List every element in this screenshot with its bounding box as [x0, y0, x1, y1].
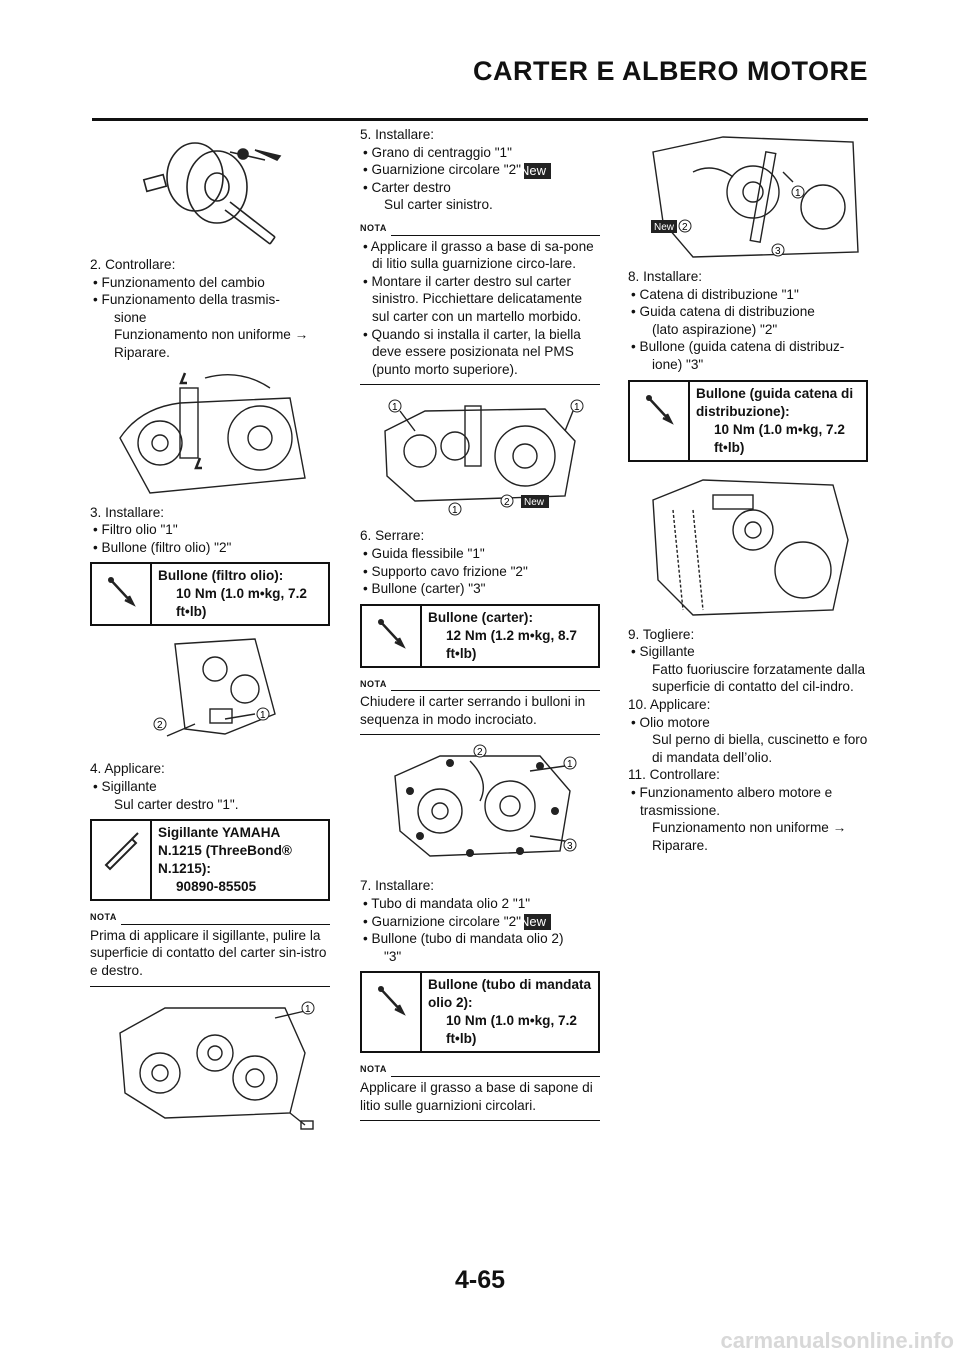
timing-chain-install-illustration [633, 132, 863, 262]
torque-box-oil-pipe-bolt [360, 971, 600, 1053]
torque-box-value-1: 10 Nm (1.0 m•kg, 7.2 [176, 586, 307, 602]
new-badge: New [524, 914, 551, 930]
column-1 [90, 126, 330, 1139]
torque-box-title-2: distribuzione): [696, 403, 790, 419]
torque-box-chain-guide-bolt [628, 380, 868, 462]
sealant-box-value: 90890-85505 [176, 879, 257, 895]
callout-3: 3 [775, 246, 781, 257]
step-8-bullet-3: • Bullone (guida catena di distribuz- [631, 339, 845, 355]
column-3 [628, 126, 868, 854]
new-badge: New [524, 497, 545, 509]
step-8-cont-1: (lato aspirazione) "2" [652, 321, 778, 337]
nota-label: NOTA [90, 912, 117, 923]
sealant-box [90, 819, 330, 901]
torque-wrench-icon [362, 973, 422, 1051]
torque-box-value-2: ft•lb) [446, 645, 477, 661]
callout-1: 1 [795, 188, 801, 199]
watermark: carmanualsonline.info [720, 1328, 954, 1353]
nota-right-crankcase [360, 220, 600, 385]
step-10-bullet-1: • Olio motore [631, 714, 710, 730]
oil-filter-illustration [135, 634, 285, 754]
sealant-box-line-2: N.1215 (ThreeBond® [158, 843, 292, 859]
torque-wrench-icon [630, 382, 690, 460]
torque-box-value-1: 10 Nm (1.0 m•kg, 7.2 [446, 1013, 577, 1029]
step-9-title: 9. Togliere: [628, 626, 695, 642]
torque-box-title-2: olio 2): [428, 995, 473, 1011]
callout-2: 2 [682, 222, 688, 233]
callout-1: 1 [392, 402, 398, 414]
callout-1: 1 [260, 710, 266, 722]
step-6-bullet-2: • Supporto cavo frizione "2" [363, 563, 528, 579]
nota-tightening [360, 676, 600, 736]
step-7-bullet-1: • Tubo di mandata olio 2 "1" [363, 896, 531, 912]
torque-box-value-2: ft•lb) [446, 1031, 477, 1047]
torque-box-value-2: ft•lb) [176, 604, 207, 620]
step-3-bullet-2: • Bullone (filtro olio) "2" [93, 539, 232, 555]
step-10-title: 10. Applicare: [628, 696, 711, 712]
new-badge: New [654, 222, 675, 233]
page-number: 4-65 [454, 1266, 506, 1294]
bolt-sequence-illustration [380, 741, 580, 871]
nota-item-1: • Applicare il grasso a base di sa-pone di litio sulla guarnizione circo-lare. [363, 238, 594, 272]
nota-oring-grease [360, 1061, 600, 1121]
crankcase-assembly-illustration [375, 391, 585, 521]
crankshaft-illustration [135, 132, 285, 250]
step-3-title: 3. Installare: [90, 504, 165, 520]
callout-1: 1 [305, 1003, 311, 1015]
callout-1: 1 [567, 759, 573, 771]
step-2-bullet-1: • Funzionamento del cambio [93, 274, 265, 290]
step-4-cont-1: Sul carter destro "1". [114, 796, 239, 812]
step-7-cont-1: "3" [384, 948, 402, 964]
header-rule [92, 118, 868, 121]
torque-box-value-2: ft•lb) [714, 439, 745, 455]
nota-item-2: • Montare il carter destro sul carter sinistro. Picchiettare delicatamente sul carter con un martello morbido. [363, 273, 583, 324]
nota-label: NOTA [360, 222, 387, 233]
nota-label: NOTA [360, 678, 387, 689]
step-5-cont-1: Sul carter sinistro. [384, 197, 493, 213]
step-11-cont-1: Funzionamento non uniforme → [652, 820, 847, 836]
step-6-bullet-3: • Bullone (carter) "3" [363, 581, 486, 597]
nota-text: Prima di applicare il sigillante, pulire la superficie di contatto del carter sin-istro e destro. [90, 927, 327, 978]
step-9-bullet-1: • Sigillante [631, 644, 695, 660]
step-6-title: 6. Serrare: [360, 528, 425, 544]
step-10-cont-1: Sul perno di biella, cuscinetto e foro di mandata dell’olio. [652, 732, 868, 765]
step-11-cont-2: Riparare. [652, 837, 708, 853]
torque-wrench-icon [92, 564, 152, 624]
step-5-bullet-3: • Carter destro [363, 179, 451, 195]
new-badge: New [524, 163, 551, 179]
step-4-bullet-1: • Sigillante [93, 778, 157, 794]
step-8-cont-2: ione) "3" [652, 356, 704, 372]
step-8-title: 8. Installare: [628, 269, 703, 284]
callout-2: 2 [504, 497, 510, 509]
torque-box-crankcase-bolt [360, 604, 600, 668]
step-4-title: 4. Applicare: [90, 761, 165, 777]
callout-2: 2 [477, 747, 483, 759]
nota-item-3: • Quando si installa il carter, la biella deve essere posizionata nel PMS (punto morto superiore). [363, 326, 581, 377]
nota-label: NOTA [360, 1064, 387, 1075]
step-7-bullet-2: • Guarnizione circolare "2"New [360, 913, 600, 931]
sealant-box-line-3: N.1215): [158, 861, 211, 877]
step-2-title: 2. Controllare: [90, 257, 176, 272]
step-6-bullet-1: • Guida flessibile "1" [363, 545, 485, 561]
step-2-bullet-2: • Funzionamento della trasmis- [93, 292, 280, 308]
step-2-cont-2: Funzionamento non uniforme → [114, 327, 309, 343]
timing-chain-illustration [643, 470, 853, 620]
torque-box-title-1: Bullone (tubo di mandata [428, 977, 592, 993]
step-11-bullet-1: • Funzionamento albero motore e trasmissione. [631, 784, 833, 818]
step-11-title: 11. Controllare: [628, 767, 720, 783]
step-7-title: 7. Installare: [360, 878, 435, 894]
step-8-bullet-1: • Catena di distribuzione "1" [631, 286, 799, 302]
torque-box-title: Bullone (carter): [428, 609, 533, 625]
torque-box-title-1: Bullone (guida catena di [696, 385, 854, 401]
transmission-check-illustration [110, 368, 310, 498]
step-9-cont-1: Fatto fuoriuscire forzatamente dalla superficie di contatto del cil-indro. [652, 661, 866, 695]
step-2-cont-3: Riparare. [114, 344, 170, 360]
step-3-bullet-1: • Filtro olio "1" [93, 522, 178, 538]
torque-wrench-icon [362, 606, 422, 666]
nota-text: Applicare il grasso a base di sapone di litio sulle guarnizioni circolari. [360, 1080, 593, 1113]
callout-2: 2 [157, 720, 163, 732]
callout-3: 3 [567, 841, 573, 853]
step-5-title: 5. Installare: [360, 127, 435, 142]
sealant-box-line-1: Sigillante YAMAHA [158, 825, 281, 841]
crankcase-sealant-illustration [105, 993, 315, 1133]
column-2 [360, 126, 600, 1121]
step-7-bullet-3: • Bullone (tubo di mandata olio 2) [363, 931, 564, 947]
torque-box-filter-bolt [90, 562, 330, 626]
torque-box-title: Bullone (filtro olio): [158, 568, 284, 584]
nota-text: Chiudere il carter serrando i bulloni in sequenza in modo incrociato. [360, 694, 586, 727]
page-title: CARTER E ALBERO MOTORE [472, 56, 868, 86]
torque-box-value-1: 12 Nm (1.2 m•kg, 8.7 [446, 627, 577, 643]
step-8-bullet-2: • Guida catena di distribuzione [631, 304, 815, 320]
sealant-icon [92, 821, 152, 899]
step-5-bullet-2: • Guarnizione circolare "2"New [360, 161, 600, 179]
torque-box-value-1: 10 Nm (1.0 m•kg, 7.2 [714, 421, 845, 437]
nota-sealant [90, 909, 330, 986]
step-5-bullet-1: • Grano di centraggio "1" [363, 144, 512, 160]
callout-1: 1 [452, 505, 458, 517]
step-2-cont-1: sione [114, 309, 147, 325]
callout-1: 1 [574, 402, 580, 414]
